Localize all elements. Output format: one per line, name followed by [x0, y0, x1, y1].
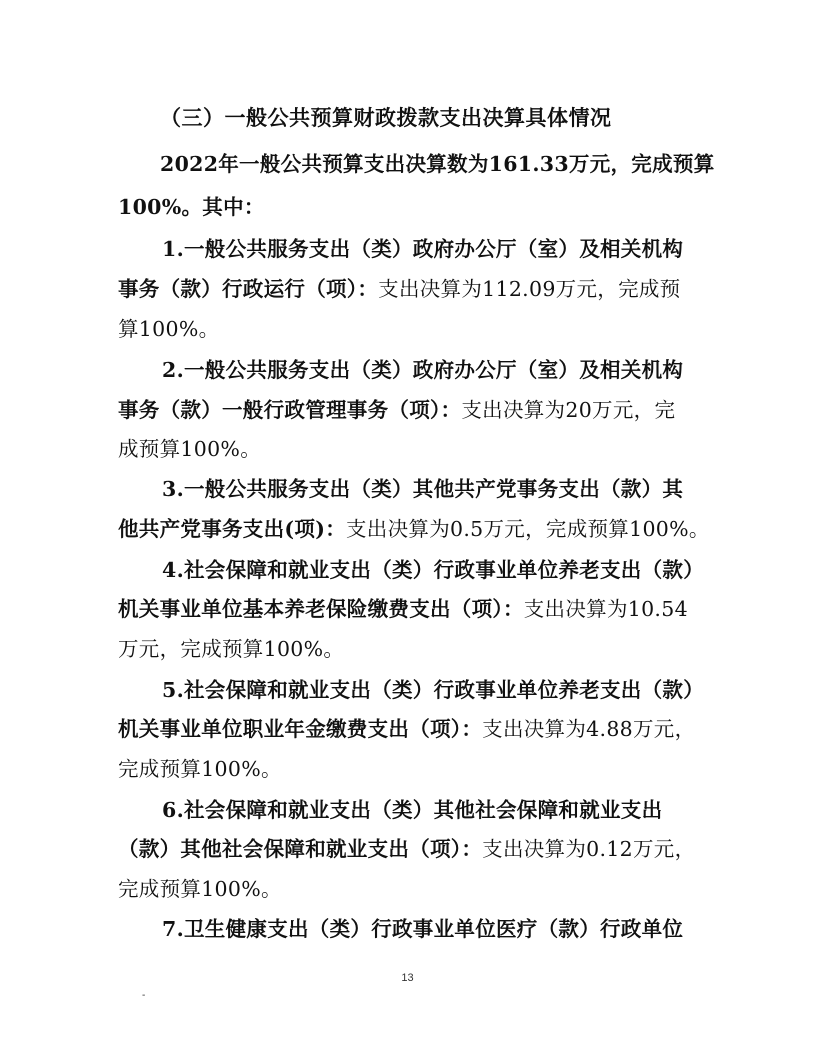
item-1-line-1: 1.一般公共服务支出（类）政府办公厅（室）及相关机构 [162, 237, 684, 261]
item-4-line-3: 万元，完成预算100%。 [118, 637, 345, 661]
item-5-line-2 [118, 712, 695, 742]
intro-line-2: 100%。其中： [118, 195, 265, 219]
item-6-line-3: 完成预算100%。 [118, 877, 282, 901]
item-2-line-3: 成预算100%。 [118, 437, 262, 461]
page-number: 13 [401, 972, 414, 984]
item-2-detail: 支出决算为20万元，完 [461, 398, 676, 422]
item-2-line-2 [118, 393, 675, 423]
item-3-line-1: 3.一般公共服务支出（类）其他共产党事务支出（款）其 [162, 477, 684, 501]
item-4-detail: 支出决算为10.54 [523, 597, 688, 621]
item-3-line-2 [118, 512, 710, 542]
item-2-line-1: 2.一般公共服务支出（类）政府办公厅（室）及相关机构 [162, 358, 684, 382]
item-2-title-tail: 事务（款）一般行政管理事务（项）： [118, 398, 462, 422]
item-7-line-1: 7.卫生健康支出（类）行政事业单位医疗（款）行政单位 [162, 917, 684, 941]
item-6-title-tail: （款）其他社会保障和就业支出（项）： [118, 837, 483, 861]
item-3-detail: 支出决算为0.5万元，完成预算100%。 [346, 517, 710, 541]
item-6-line-1: 6.社会保障和就业支出（类）其他社会保障和就业支出 [162, 798, 663, 822]
item-4-title-tail: 机关事业单位基本养老保险缴费支出（项）： [118, 597, 524, 621]
item-5-detail: 支出决算为4.88万元， [482, 717, 696, 741]
item-4-line-1: 4.社会保障和就业支出（类）行政事业单位养老支出（款） [162, 558, 704, 582]
item-6-detail: 支出决算为0.12万元， [482, 837, 696, 861]
item-5-line-3: 完成预算100%。 [118, 757, 282, 781]
item-4-line-2 [118, 592, 688, 622]
item-1-line-3: 算100%。 [118, 317, 220, 341]
item-1-title-tail: 事务（款）行政运行（项）： [118, 277, 379, 301]
item-1-detail: 支出决算为112.09万元，完成预 [378, 277, 681, 301]
item-1-line-2 [118, 272, 681, 302]
item-3-title-tail: 他共产党事务支出(项)： [118, 517, 346, 541]
footer-mark: - [142, 990, 146, 1001]
section-heading: （三）一般公共预算财政拨款支出决算具体情况 [160, 105, 612, 130]
item-5-title-tail: 机关事业单位职业年金缴费支出（项）： [118, 717, 483, 741]
item-5-line-1: 5.社会保障和就业支出（类）行政事业单位养老支出（款） [162, 678, 704, 702]
item-6-line-2 [118, 832, 695, 862]
intro-line-1: 2022年一般公共预算支出决算数为161.33万元，完成预算 [160, 152, 715, 176]
